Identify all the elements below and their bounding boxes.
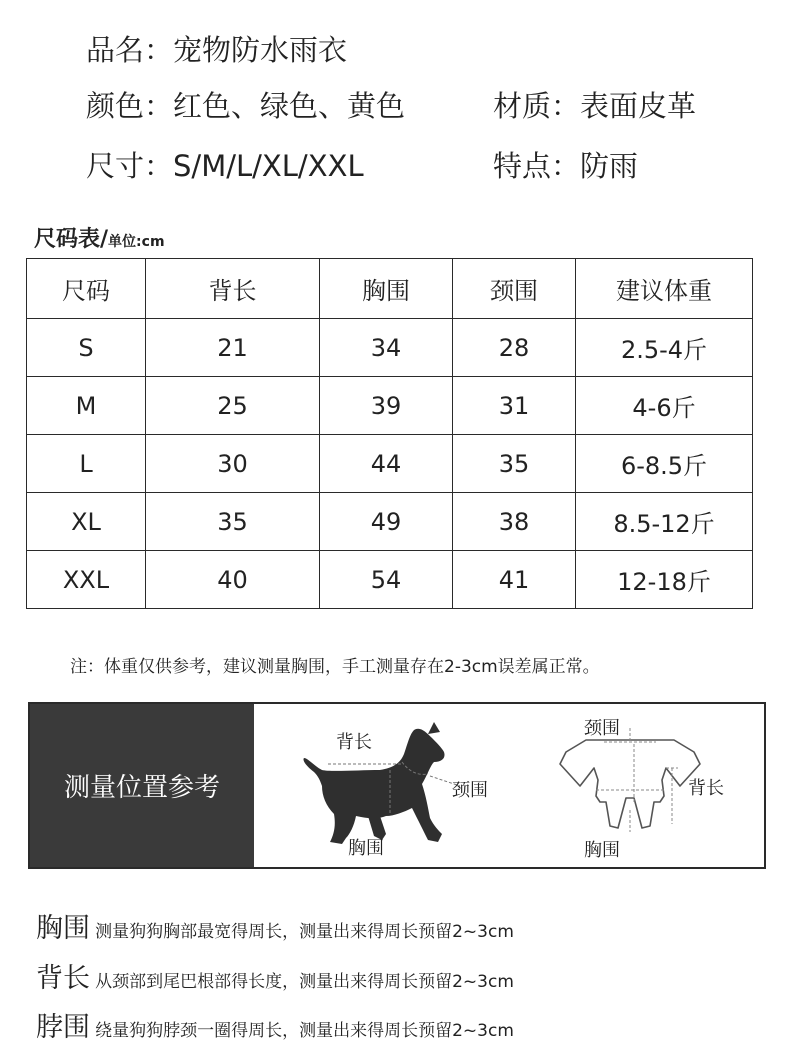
product-color-value: 红色、绿色、黄色 bbox=[173, 89, 406, 123]
product-material bbox=[493, 84, 696, 125]
cell-neck: 28 bbox=[453, 319, 576, 377]
cell-chest: 39 bbox=[320, 377, 453, 435]
cell-neck: 38 bbox=[453, 493, 576, 551]
cell-neck: 35 bbox=[453, 435, 576, 493]
product-color-label: 颜色： bbox=[86, 89, 174, 123]
cell-back-length: 35 bbox=[146, 493, 320, 551]
dog-back-label: 背长 bbox=[336, 732, 372, 753]
size-chart-heading bbox=[34, 222, 165, 253]
measurement-note: 注：体重仅供参考，建议测量胸围，手工测量存在2-3cm误差属正常。 bbox=[70, 657, 600, 677]
cell-weight: 8.5-12斤 bbox=[576, 493, 753, 551]
cell-chest: 44 bbox=[320, 435, 453, 493]
cell-neck: 41 bbox=[453, 551, 576, 609]
cell-back-length: 40 bbox=[146, 551, 320, 609]
definition-chest bbox=[36, 906, 514, 945]
product-color bbox=[86, 84, 405, 125]
cell-size: M bbox=[27, 377, 146, 435]
measurement-diagram bbox=[28, 702, 766, 869]
product-name-label: 品名： bbox=[86, 33, 174, 67]
table-row bbox=[27, 377, 753, 435]
cell-back-length: 30 bbox=[146, 435, 320, 493]
product-size-label: 尺寸： bbox=[86, 149, 174, 183]
dog-chest-label: 胸围 bbox=[348, 838, 384, 859]
header-chest: 胸围 bbox=[320, 259, 453, 319]
cell-size: L bbox=[27, 435, 146, 493]
coat-neck-label: 颈围 bbox=[584, 718, 620, 739]
coat-back-label: 背长 bbox=[688, 778, 724, 799]
cell-chest: 34 bbox=[320, 319, 453, 377]
table-row bbox=[27, 551, 753, 609]
cell-weight: 12-18斤 bbox=[576, 551, 753, 609]
coat-chest-label: 胸围 bbox=[584, 840, 620, 861]
size-table-header bbox=[27, 259, 753, 319]
cell-size: XXL bbox=[27, 551, 146, 609]
measurement-illustration bbox=[30, 704, 764, 867]
coat-outline-icon bbox=[560, 740, 700, 828]
definition-term: 背长 bbox=[36, 963, 90, 994]
header-size: 尺码 bbox=[27, 259, 146, 319]
cell-size: S bbox=[27, 319, 146, 377]
dog-neck-label: 颈围 bbox=[452, 780, 488, 801]
definition-text: 绕量狗狗脖颈一圈得周长，测量出来得周长预留2~3cm bbox=[95, 1021, 514, 1041]
product-name-value: 宠物防水雨衣 bbox=[173, 33, 348, 67]
size-chart-unit: 单位:cm bbox=[108, 234, 165, 250]
definition-back bbox=[36, 956, 514, 995]
product-material-label: 材质： bbox=[493, 89, 581, 123]
product-feature-value: 防雨 bbox=[580, 149, 639, 183]
cell-weight: 2.5-4斤 bbox=[576, 319, 753, 377]
product-name bbox=[86, 28, 347, 69]
cell-chest: 54 bbox=[320, 551, 453, 609]
table-row bbox=[27, 319, 753, 377]
header-neck: 颈围 bbox=[453, 259, 576, 319]
definition-text: 从颈部到尾巴根部得长度，测量出来得周长预留2~3cm bbox=[95, 972, 514, 992]
dog-silhouette-icon bbox=[303, 722, 444, 844]
cell-chest: 49 bbox=[320, 493, 453, 551]
definition-term: 胸围 bbox=[36, 913, 90, 944]
cell-neck: 31 bbox=[453, 377, 576, 435]
table-row bbox=[27, 435, 753, 493]
cell-size: XL bbox=[27, 493, 146, 551]
header-back-length: 背长 bbox=[146, 259, 320, 319]
product-size bbox=[86, 144, 364, 185]
header-weight: 建议体重 bbox=[576, 259, 753, 319]
cell-back-length: 21 bbox=[146, 319, 320, 377]
size-table bbox=[26, 258, 753, 609]
definition-term: 脖围 bbox=[36, 1012, 90, 1043]
table-row bbox=[27, 493, 753, 551]
product-feature-label: 特点： bbox=[493, 149, 581, 183]
product-material-value: 表面皮革 bbox=[580, 89, 697, 123]
definition-neck bbox=[36, 1005, 514, 1044]
cell-weight: 4-6斤 bbox=[576, 377, 753, 435]
size-chart-title: 尺码表/ bbox=[34, 227, 109, 252]
cell-back-length: 25 bbox=[146, 377, 320, 435]
product-size-value: S/M/L/XL/XXL bbox=[173, 149, 364, 183]
definition-text: 测量狗狗胸部最宽得周长，测量出来得周长预留2~3cm bbox=[95, 922, 514, 942]
product-feature bbox=[493, 144, 638, 185]
cell-weight: 6-8.5斤 bbox=[576, 435, 753, 493]
measurement-title: 测量位置参考 bbox=[30, 704, 254, 867]
